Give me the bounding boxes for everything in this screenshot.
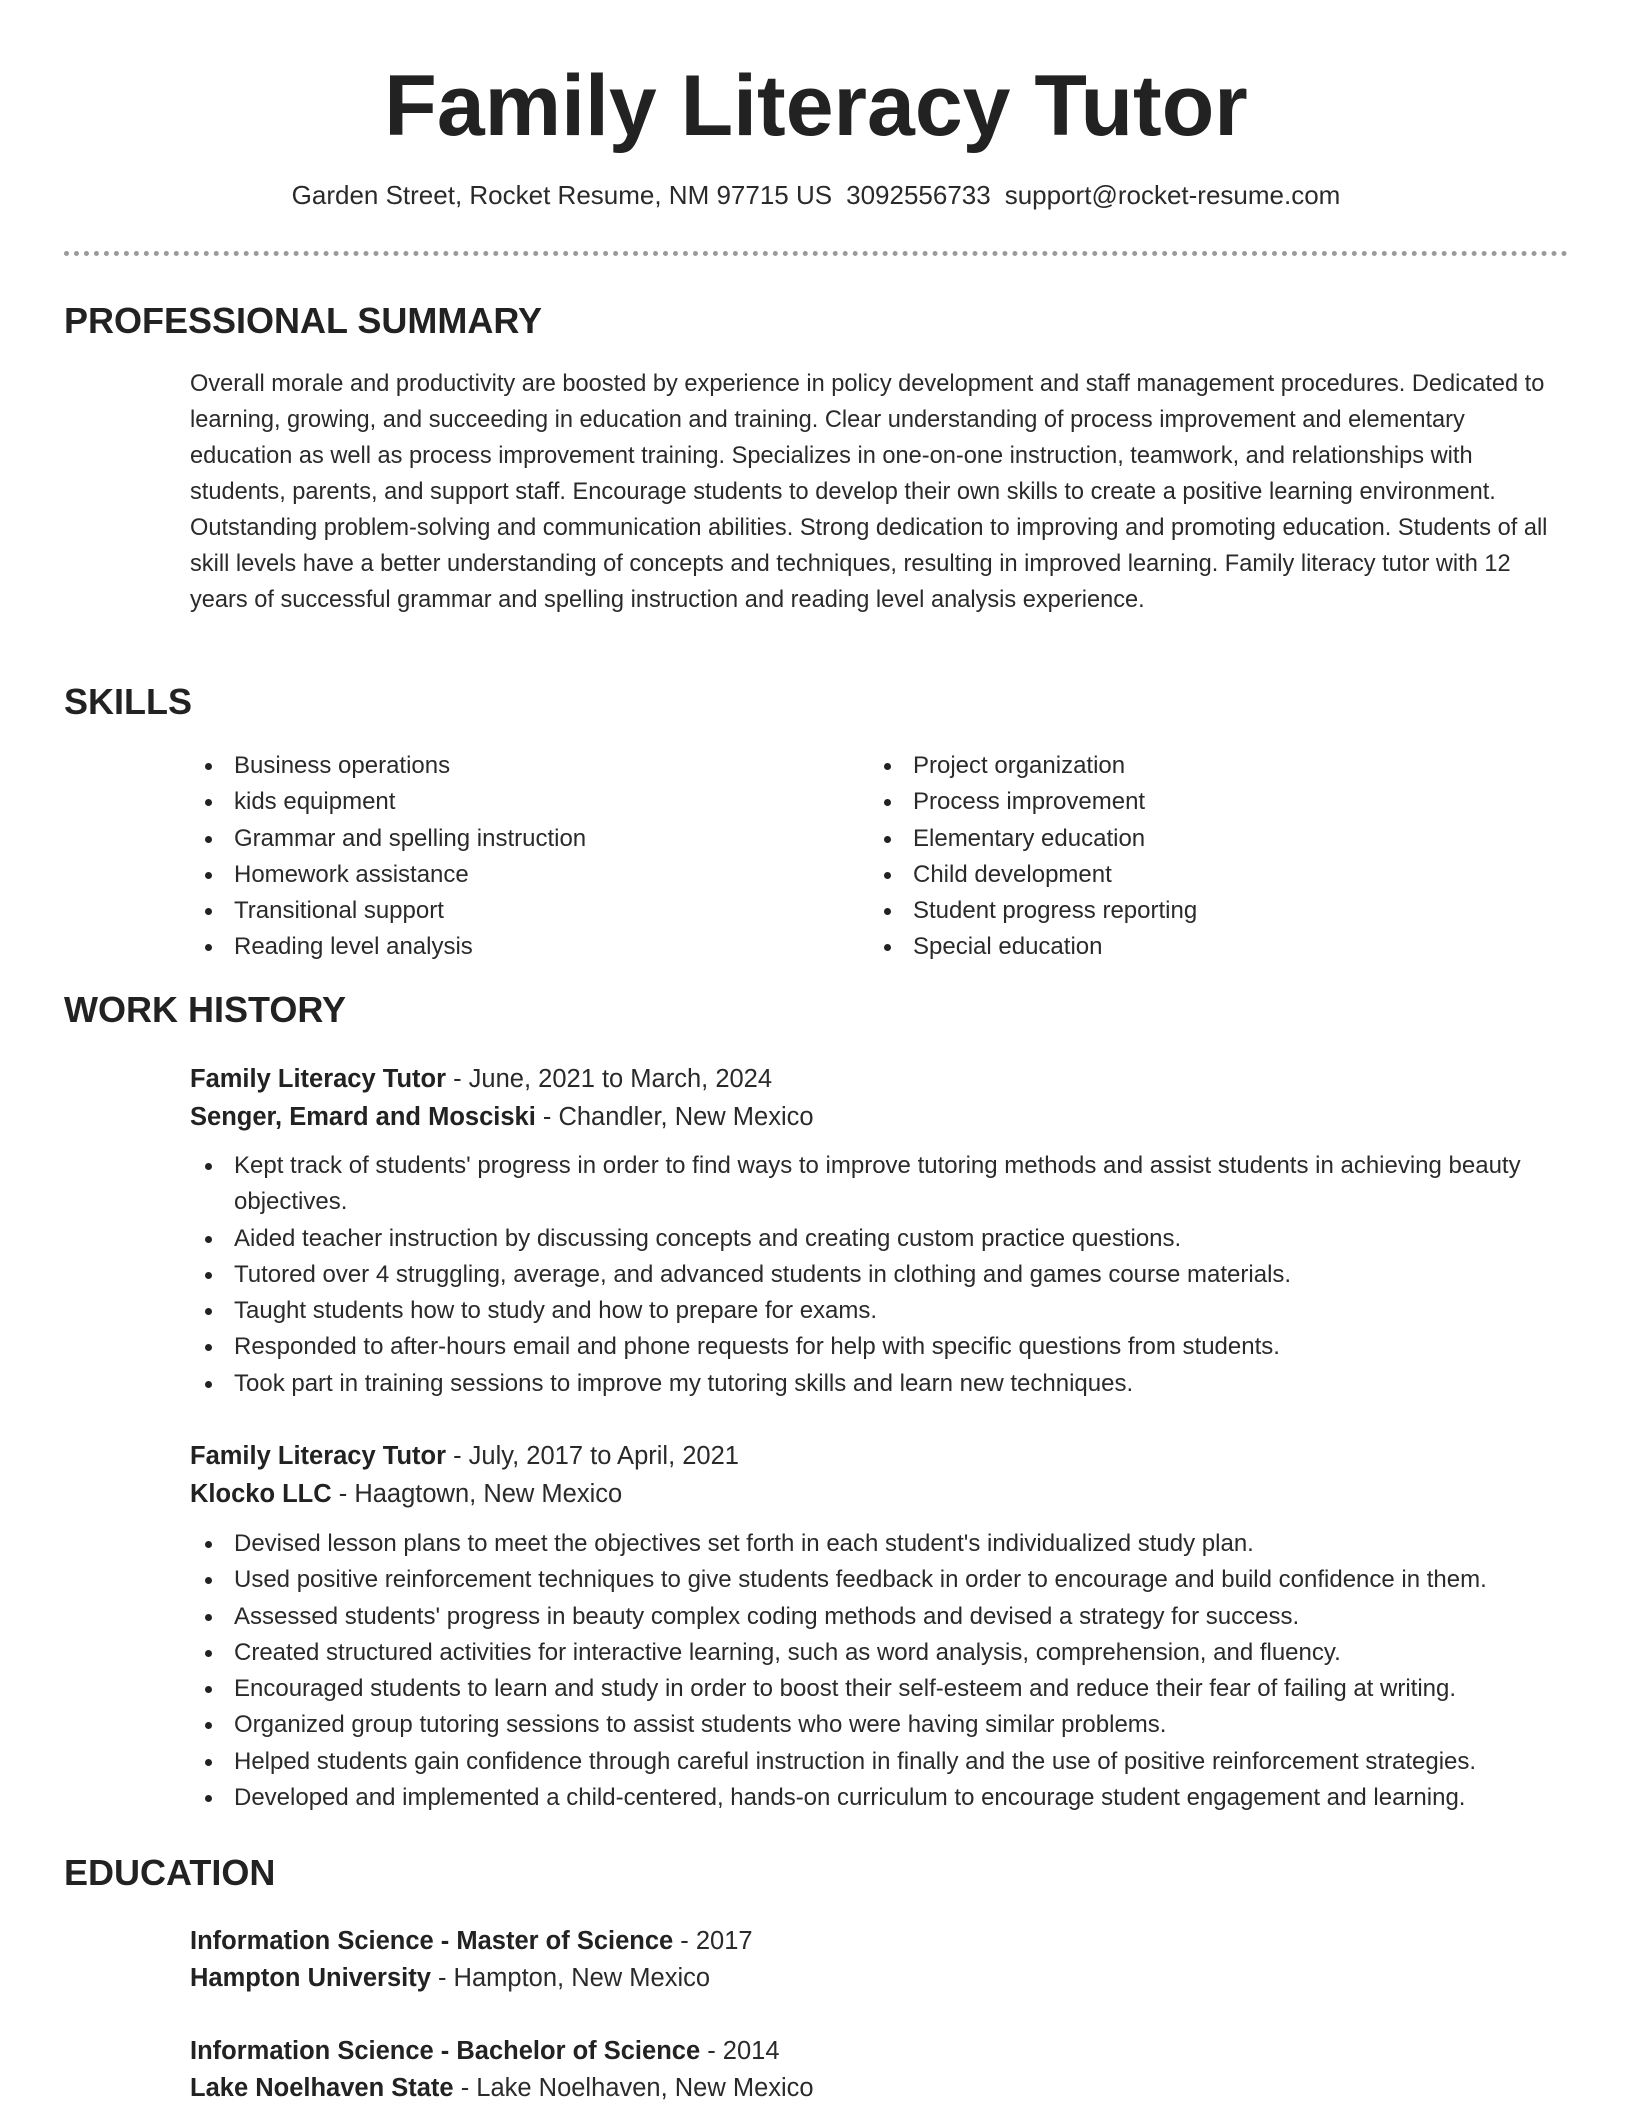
skill-item: Special education xyxy=(869,929,1197,965)
education-school: Lake Noelhaven State xyxy=(190,2074,454,2102)
job-bullet: Developed and implemented a child-centered, hands-on curriculum to encourage student engagement and learning. xyxy=(190,1780,1570,1816)
job-bullets xyxy=(190,1148,1570,1402)
job-bullet: Assessed students' progress in beauty complex coding methods and devised a strategy for success. xyxy=(190,1599,1570,1635)
job-bullet: Tutored over 4 struggling, average, and advanced students in clothing and games course materials. xyxy=(190,1257,1570,1293)
education-degree-line xyxy=(190,1922,753,1960)
job-title-line xyxy=(190,1060,772,1098)
education-school-line xyxy=(190,1959,710,1997)
job-title-line xyxy=(190,1437,739,1475)
skill-item: Homework assistance xyxy=(190,857,586,893)
skill-item: kids equipment xyxy=(190,784,586,820)
contact-email: support@rocket-resume.com xyxy=(1004,180,1341,210)
skill-item: Elementary education xyxy=(869,821,1197,857)
job-company-line xyxy=(190,1098,814,1136)
job-bullet: Helped students gain confidence through careful instruction in finally and the use of positive reinforcement strategies. xyxy=(190,1744,1570,1780)
skill-item: Child development xyxy=(869,857,1197,893)
job-bullet: Devised lesson plans to meet the objectives set forth in each student's individualized study plan. xyxy=(190,1526,1570,1562)
skill-item: Transitional support xyxy=(190,893,586,929)
job-location: - Haagtown, New Mexico xyxy=(331,1480,623,1508)
education-school: Hampton University xyxy=(190,1964,431,1992)
job-bullet: Responded to after-hours email and phone requests for help with specific questions from students. xyxy=(190,1329,1570,1365)
skill-item: Reading level analysis xyxy=(190,929,586,965)
job-role: Family Literacy Tutor xyxy=(190,1442,447,1470)
contact-phone: 3092556733 xyxy=(846,180,991,210)
header-divider xyxy=(64,251,1568,256)
skills-list-right xyxy=(869,748,1197,966)
job-company: Senger, Emard and Mosciski xyxy=(190,1103,536,1131)
summary-text: Overall morale and productivity are boosted by experience in policy development and staff management procedures. Dedicated to learning, growing, and succeeding in education and training. Clear understanding of process improvement and elementary education as well as process improvement training. Specializes in one-on-one instruction, teamwork, and relationships with students, parents, and support staff. Encourage students to develop their own skills to create a positive learning environment. Outstanding problem-solving and communication abilities. Strong dedication to improving and promoting education. Students of all skill levels have a better understanding of concepts and techniques, resulting in improved learning. Family literacy tutor with 12 years of successful grammar and spelling instruction and reading level analysis experience. xyxy=(190,371,1548,613)
education-degree: Information Science - Bachelor of Science xyxy=(190,2037,701,2065)
contact-info xyxy=(0,178,1632,212)
job-bullet: Aided teacher instruction by discussing concepts and creating custom practice questions. xyxy=(190,1221,1570,1257)
job-bullets xyxy=(190,1526,1570,1816)
section-title-summary: PROFESSIONAL SUMMARY xyxy=(64,300,543,341)
contact-address: Garden Street, Rocket Resume, NM 97715 US xyxy=(291,180,833,210)
job-bullet: Taught students how to study and how to prepare for exams. xyxy=(190,1293,1570,1329)
skill-item: Project organization xyxy=(869,748,1197,784)
job-dates: - June, 2021 to March, 2024 xyxy=(446,1065,773,1093)
education-location: - Hampton, New Mexico xyxy=(430,1964,711,1992)
resume-name: Family Literacy Tutor xyxy=(384,58,1248,154)
skill-item: Business operations xyxy=(190,748,586,784)
job-bullet: Encouraged students to learn and study in order to boost their self-esteem and reduce their fear of failing at writing. xyxy=(190,1671,1570,1707)
education-degree: Information Science - Master of Science xyxy=(190,1927,674,1955)
education-degree-line xyxy=(190,2032,780,2070)
job-role: Family Literacy Tutor xyxy=(190,1065,447,1093)
job-bullet: Took part in training sessions to improve my tutoring skills and learn new techniques. xyxy=(190,1366,1570,1402)
job-dates: - July, 2017 to April, 2021 xyxy=(446,1442,739,1470)
job-bullet: Organized group tutoring sessions to assist students who were having similar problems. xyxy=(190,1707,1570,1743)
job-bullet: Used positive reinforcement techniques to give students feedback in order to encourage and build confidence in them. xyxy=(190,1562,1570,1598)
section-title-education: EDUCATION xyxy=(64,1852,276,1893)
section-title-work-history: WORK HISTORY xyxy=(64,989,347,1030)
job-company: Klocko LLC xyxy=(190,1480,332,1508)
skill-item: Process improvement xyxy=(869,784,1197,820)
education-school-line xyxy=(190,2069,814,2107)
education-location: - Lake Noelhaven, New Mexico xyxy=(453,2074,814,2102)
job-company-line xyxy=(190,1475,622,1513)
skill-item: Student progress reporting xyxy=(869,893,1197,929)
education-year: - 2017 xyxy=(673,1927,753,1955)
skills-list-left xyxy=(190,748,586,966)
job-bullet: Created structured activities for interactive learning, such as word analysis, comprehension, and fluency. xyxy=(190,1635,1570,1671)
education-year: - 2014 xyxy=(700,2037,780,2065)
skill-item: Grammar and spelling instruction xyxy=(190,821,586,857)
job-bullet: Kept track of students' progress in order to find ways to improve tutoring methods and assist students in achieving beauty objectives. xyxy=(190,1148,1570,1221)
job-location: - Chandler, New Mexico xyxy=(535,1103,814,1131)
section-title-skills: SKILLS xyxy=(64,681,193,722)
